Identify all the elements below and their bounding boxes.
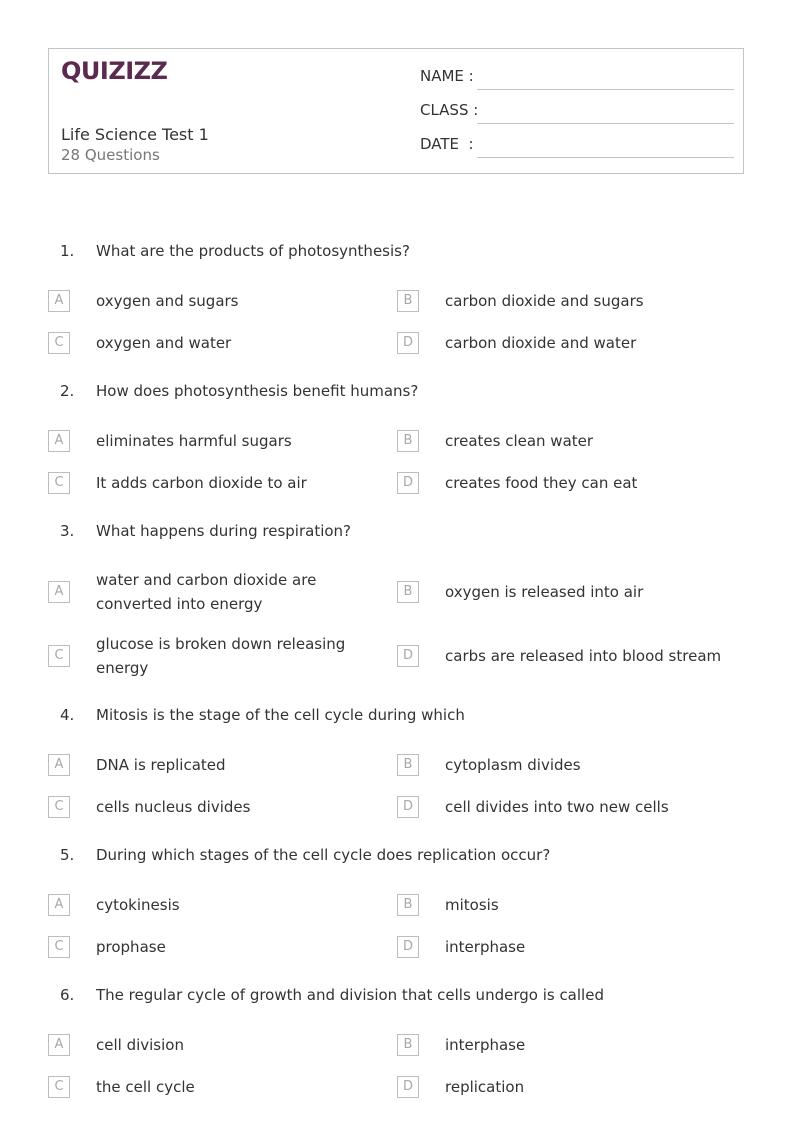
question-number: 6. bbox=[60, 986, 75, 1004]
option-letter-b: B bbox=[397, 290, 419, 312]
option-letter-b: B bbox=[397, 1034, 419, 1056]
option-letter-a: A bbox=[48, 754, 70, 776]
question-number: 4. bbox=[60, 706, 75, 724]
class-line bbox=[477, 123, 734, 124]
option-letter-c: C bbox=[48, 1076, 70, 1098]
option-text: cell divides into two new cells bbox=[445, 798, 669, 816]
question-number: 2. bbox=[60, 382, 75, 400]
option-text: interphase bbox=[445, 1036, 526, 1054]
question-text: What are the products of photosynthesis? bbox=[96, 242, 410, 260]
option-text: It adds carbon dioxide to air bbox=[96, 474, 307, 492]
option-letter-b: B bbox=[397, 754, 419, 776]
question-number: 5. bbox=[60, 846, 75, 864]
option-text: mitosis bbox=[445, 896, 499, 914]
option-text: DNA is replicated bbox=[96, 756, 226, 774]
option-letter-d: D bbox=[397, 645, 419, 667]
option-text: carbon dioxide and sugars bbox=[445, 292, 644, 310]
option-text: interphase bbox=[445, 938, 526, 956]
option-letter-c: C bbox=[48, 796, 70, 818]
option-text: carbs are released into blood stream bbox=[445, 647, 722, 665]
option-text: eliminates harmful sugars bbox=[96, 432, 292, 450]
option-letter-a: A bbox=[48, 430, 70, 452]
question-number: 3. bbox=[60, 522, 75, 540]
option-text: oxygen and sugars bbox=[96, 292, 239, 310]
option-text: glucose is broken down releasing energy bbox=[96, 635, 346, 677]
option-text: prophase bbox=[96, 938, 166, 956]
option-letter-b: B bbox=[397, 581, 419, 603]
option-letter-d: D bbox=[397, 796, 419, 818]
option-text: oxygen and water bbox=[96, 334, 232, 352]
name-field bbox=[420, 67, 734, 91]
option-text: cell division bbox=[96, 1036, 184, 1054]
question-text: What happens during respiration? bbox=[96, 522, 352, 540]
option-letter-d: D bbox=[397, 936, 419, 958]
worksheet-header bbox=[48, 48, 744, 174]
option-letter-a: A bbox=[48, 1034, 70, 1056]
option-text: cytokinesis bbox=[96, 896, 180, 914]
option-letter-d: D bbox=[397, 332, 419, 354]
class-field bbox=[420, 101, 734, 125]
option-letter-a: A bbox=[48, 290, 70, 312]
date-label: DATE : bbox=[420, 135, 474, 153]
option-letter-c: C bbox=[48, 936, 70, 958]
test-title: Life Science Test 1 bbox=[61, 125, 209, 144]
name-line bbox=[477, 89, 734, 90]
question-count: 28 Questions bbox=[61, 146, 160, 164]
quizizz-logo: QUIZIZZ bbox=[61, 57, 168, 85]
option-letter-d: D bbox=[397, 1076, 419, 1098]
option-letter-a: A bbox=[48, 894, 70, 916]
option-text: carbon dioxide and water bbox=[445, 334, 637, 352]
option-text: cytoplasm divides bbox=[445, 756, 581, 774]
option-letter-c: C bbox=[48, 332, 70, 354]
option-letter-a: A bbox=[48, 581, 70, 603]
question-text: How does photosynthesis benefit humans? bbox=[96, 382, 419, 400]
option-text: replication bbox=[445, 1078, 525, 1096]
option-text: water and carbon dioxide are converted into energy bbox=[96, 571, 317, 613]
option-text: the cell cycle bbox=[96, 1078, 195, 1096]
question-number: 1. bbox=[60, 242, 75, 260]
option-letter-c: C bbox=[48, 645, 70, 667]
name-label: NAME : bbox=[420, 67, 474, 85]
date-line bbox=[477, 157, 734, 158]
question-text: Mitosis is the stage of the cell cycle during which bbox=[96, 706, 465, 724]
option-text: creates clean water bbox=[445, 432, 594, 450]
option-letter-c: C bbox=[48, 472, 70, 494]
option-text: oxygen is released into air bbox=[445, 583, 644, 601]
option-letter-b: B bbox=[397, 894, 419, 916]
question-text: During which stages of the cell cycle does replication occur? bbox=[96, 846, 551, 864]
class-label: CLASS : bbox=[420, 101, 479, 119]
option-text: cells nucleus divides bbox=[96, 798, 251, 816]
option-letter-d: D bbox=[397, 472, 419, 494]
question-text: The regular cycle of growth and division that cells undergo is called bbox=[96, 986, 604, 1004]
option-text: creates food they can eat bbox=[445, 474, 638, 492]
option-letter-b: B bbox=[397, 430, 419, 452]
date-field bbox=[420, 135, 734, 159]
